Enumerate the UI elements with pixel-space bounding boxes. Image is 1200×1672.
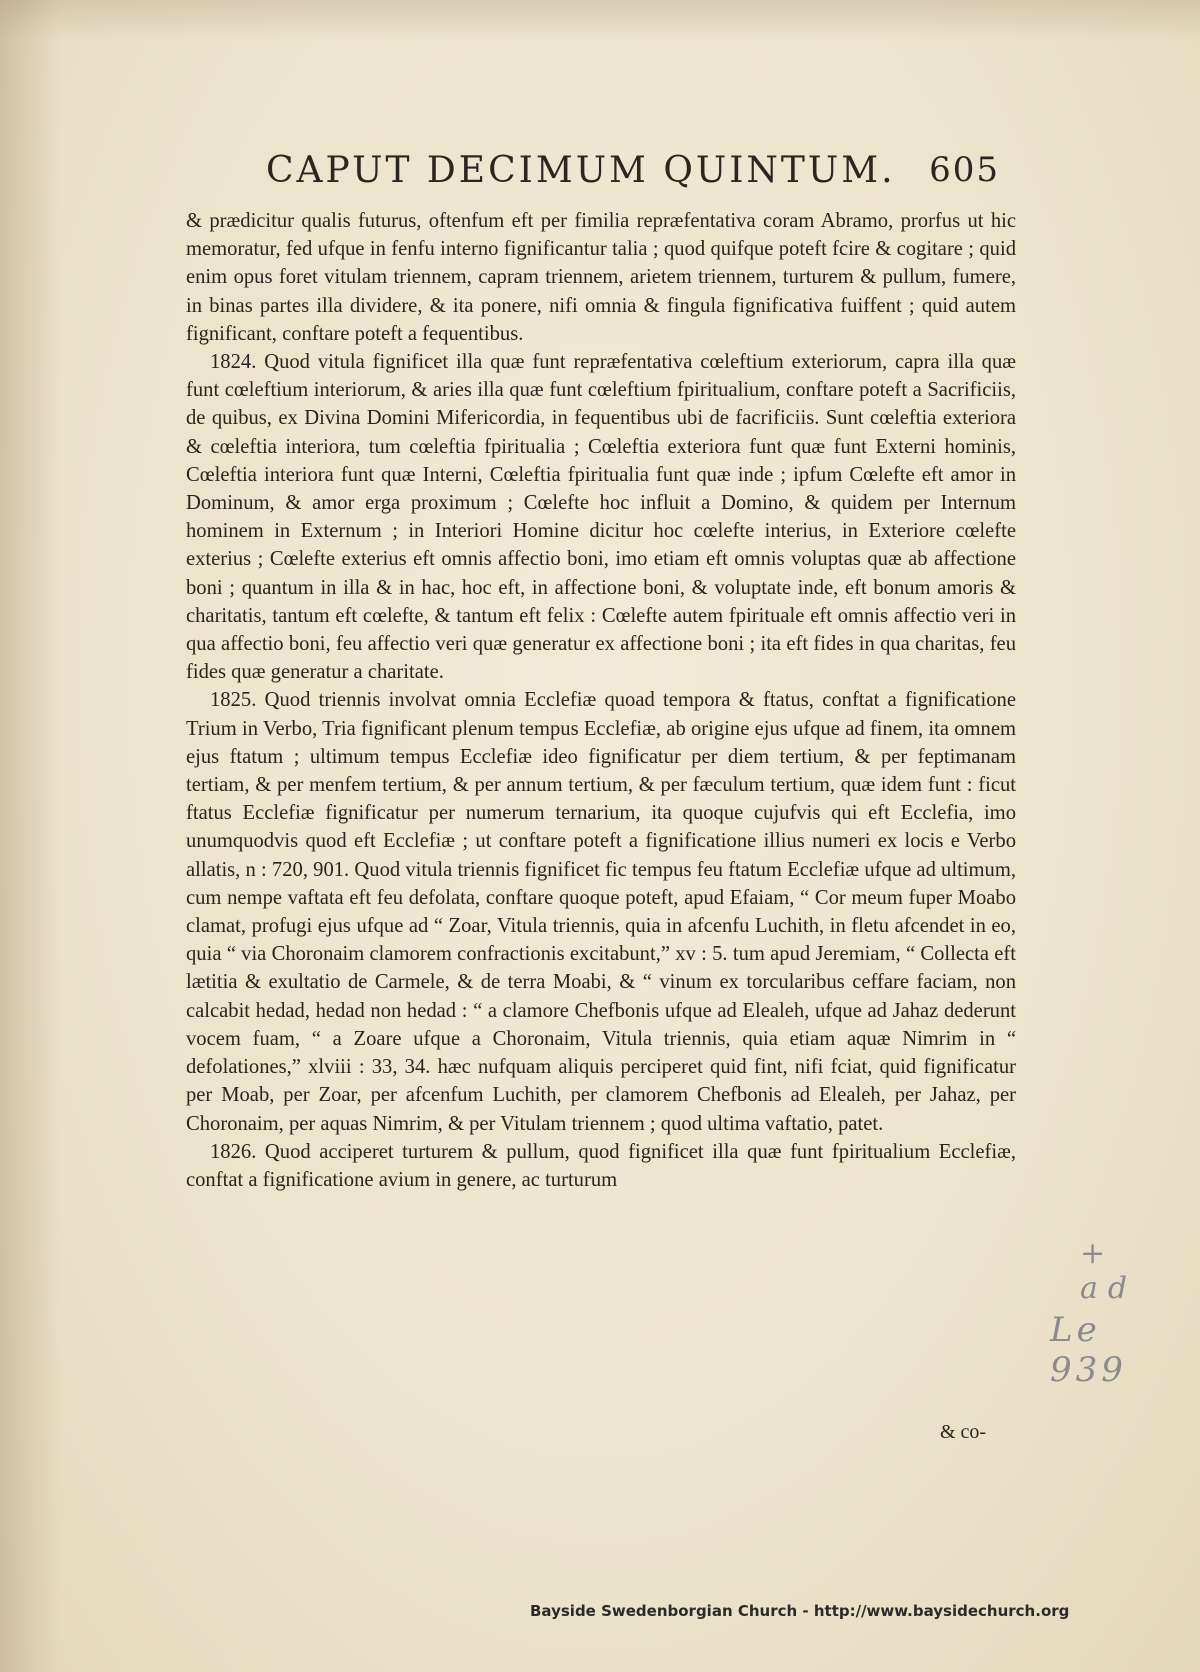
page-header	[266, 150, 1026, 200]
footer-credit: Bayside Swedenborgian Church - http://www.baysidechurch.org	[530, 1602, 1070, 1620]
running-title: CAPUT DECIMUM QUINTUM.	[266, 150, 896, 191]
paragraph-1826: 1826. Quod acciperet turturem & pullum, quod fignificet illa quæ funt fpiritualium Ecclefiæ, conftat a fignificatione avium in genere, ac turturum	[186, 1140, 1016, 1191]
margin-note-line-1: + ad	[1080, 1236, 1138, 1306]
handwritten-margin-note	[1040, 1236, 1190, 1390]
paragraph-continuation: & prædicitur qualis futurus, oftenfum eft per fimilia repræfentativa coram Abramo, prorfus ut hic memoratur, fed ufque in fenfu interno fignificantur talia ; quod quifque poteft fcire & cogitare ; quid enim opus foret vitulam triennem, capram triennem, arietem triennem, turturem & pullum, fumere, in binas partes illa dividere, & ita ponere, nifi omnia & fingula fignificativa fuiffent ; quid autem fignificant, conftare poteft a fequentibus.	[186, 210, 1016, 345]
paragraph-1824: 1824. Quod vitula fignificet illa quæ funt repræfentativa cœleftium exteriorum, capra illa quæ funt cœleftium interiorum, & aries illa quæ funt cœleftium fpiritualium, conftare poteft a Sacrificiis, de quibus, ex Divina Domini Mifericordia, in fequentibus ubi de facrificiis. Sunt cœleftia exteriora & cœleftia interiora, tum cœleftia fpiritualia ; Cœleftia exteriora funt quæ funt Externi hominis, Cœleftia interiora funt quæ Interni, Cœleftia fpiritualia funt quæ inde ; ipfum Cœlefte eft amor in Dominum, & amor erga proximum ; Cœlefte hoc influit a Domino, & quidem per Internum hominem in Externum ; in Interiori Homine dicitur hoc cœlefte interius, in Exteriore cœlefte exterius ; Cœlefte exterius eft omnis affectio boni, imo etiam eft omnis voluptas quæ ab affectione boni ; quantum in illa & in hac, hoc eft, in affectione boni, & voluptate inde, eft bonum amoris & charitatis, tantum eft cœlefte, & tantum eft felix : Cœlefte autem fpirituale eft omnis affectio veri in qua affectio boni, feu affectio veri quæ generatur ex affectione boni ; ita eft fides in qua charitas, feu fides quæ generatur a charitate.	[186, 351, 1016, 684]
body-text	[186, 207, 1016, 1194]
top-edge-shadow	[0, 0, 1200, 40]
margin-note-line-2: Le 939	[1050, 1310, 1127, 1390]
catchword: & co-	[940, 1421, 987, 1443]
paragraph-1825: 1825. Quod triennis involvat omnia Ecclefiæ quoad tempora & ftatus, conftat a fignificatione Trium in Verbo, Tria fignificant plenum tempus Ecclefiæ, ab origine ejus ufque ad finem, ita omnem ejus ftatum ; ultimum tempus Ecclefiæ ideo fignificatur per diem tertium, & per feptimanam tertiam, & per menfem tertium, & per annum tertium, & per fæculum tertium, quæ idem funt : ficut ftatus Ecclefiæ fignificatur per numerum ternarium, ita quoque cujufvis qui eft Ecclefia, imo unumquodvis quod eft Ecclefiæ ; ut conftare poteft a fignificatione illius numeri ex locis e Verbo allatis, n : 720, 901. Quod vitula triennis fignificet fic tempus feu ftatum Ecclefiæ ufque ad ultimum, cum nempe vaftata eft feu defolata, conftare quoque poteft, apud Efaiam, “ Cor meum fuper Moabo clamat, profugi ejus ufque ad “ Zoar, Vitula triennis, quia in afcenfu Luchith, in fletu afcendet in eo, quia “ via Choronaim clamorem confractionis excitabunt,” xv : 5. tum apud Jeremiam, “ Collecta eft lætitia & exultatio de Carmele, & de terra Moabi, & “ vinum ex torcularibus ceffare faciam, non calcabit hedad, hedad non hedad : “ a clamore Chefbonis ufque ad Elealeh, ufque ad Jahaz dederunt vocem fuam, “ a Zoare ufque a Choronaim, Vitula triennis, quia etiam aquæ Nimrim in “ defolationes,” xlviii : 33, 34. hæc nufquam aliquis perciperet quid fint, nifi fciat, quid fignificatur per Moab, per Zoar, per afcenfum Luchith, per clamorem Chefbonis ad Elealeh, per Jahaz, per Choronaim, per aquas Nimrim, & per Vitulam triennem ; quod ultima vaftatio, patet.	[186, 689, 1016, 1135]
binding-shadow	[0, 0, 60, 1672]
page-number: 605	[929, 150, 1000, 190]
